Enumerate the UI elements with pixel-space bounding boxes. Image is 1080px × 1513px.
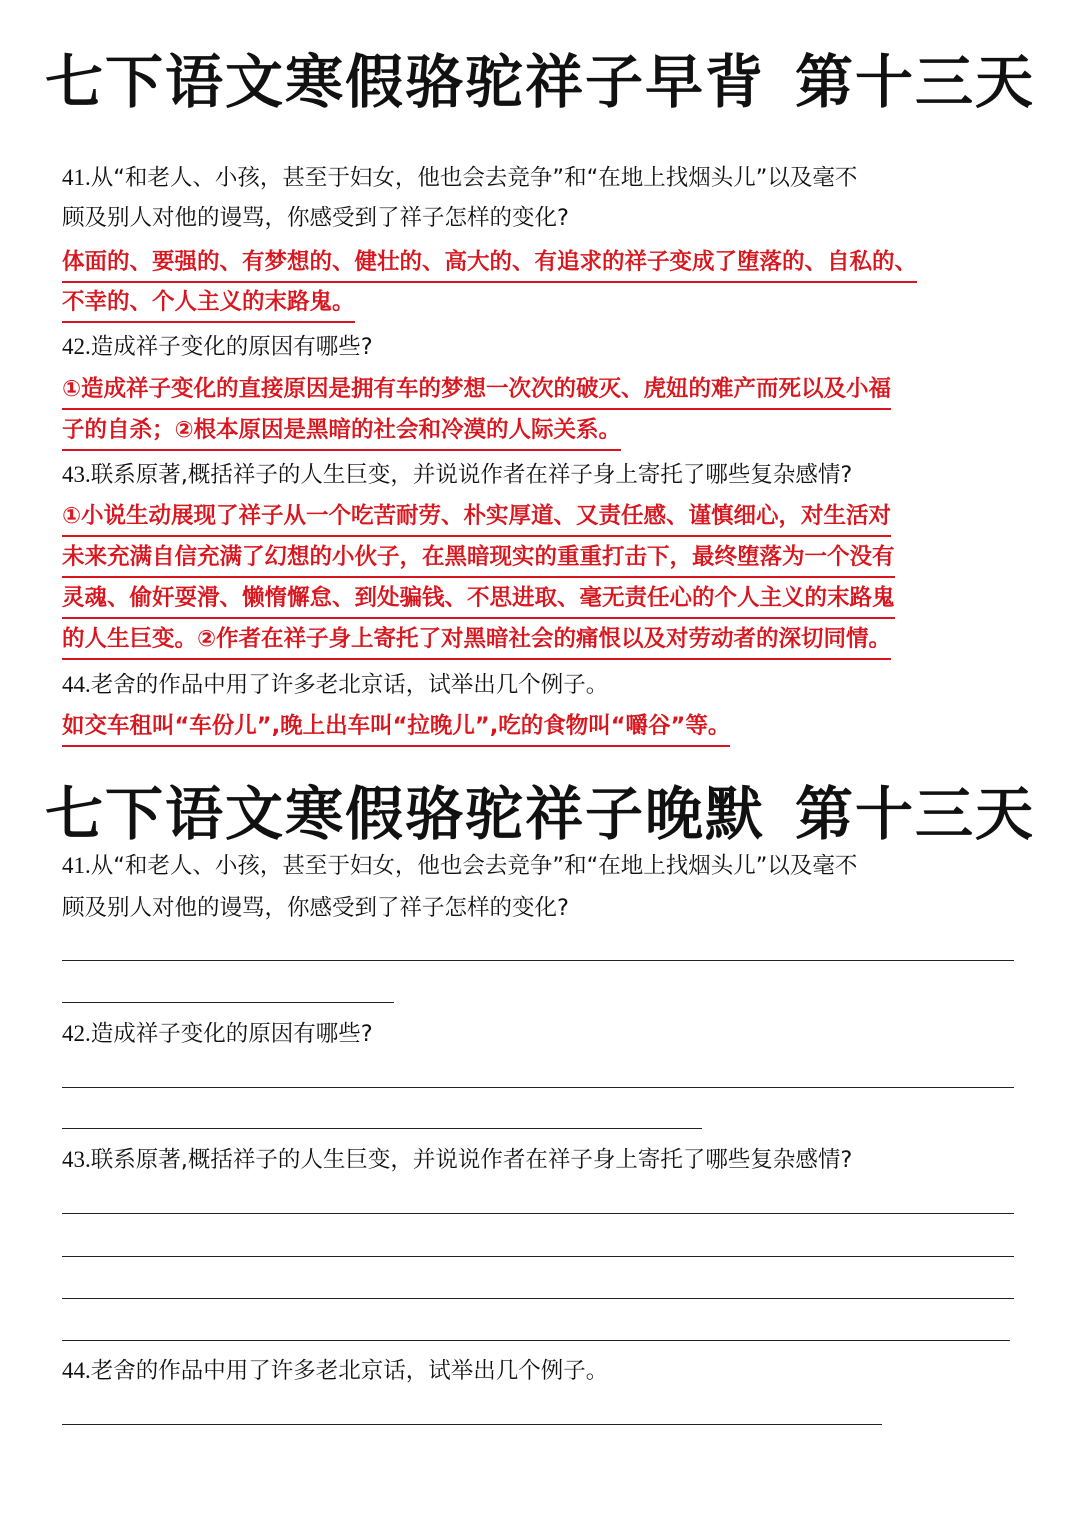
evening-title-day: 第十三天 xyxy=(795,780,1036,848)
morning-answer-41-line-2: 不幸的、个人主义的末路鬼。 xyxy=(62,285,355,323)
evening-question-41: 41.从“和老人、小孩，甚至于妇女，他也会去竞争”和“在地上找烟头儿”以及毫不 xyxy=(62,853,858,879)
evening-title-main: 七下语文寒假骆驼祥子晚默 xyxy=(44,780,765,848)
evening-question-41-cont: 顾及别人对他的谩骂，你感受到了祥子怎样的变化? xyxy=(62,895,569,921)
answer-blank-line[interactable] xyxy=(62,1128,702,1129)
answer-blank-line[interactable] xyxy=(62,1298,1014,1299)
morning-title-day: 第十三天 xyxy=(795,48,1036,116)
morning-title xyxy=(0,46,1080,118)
morning-question-41: 41.从“和老人、小孩，甚至于妇女，他也会去竞争”和“在地上找烟头儿”以及毫不 xyxy=(62,165,858,191)
answer-blank-line[interactable] xyxy=(62,1002,394,1003)
morning-question-43: 43.联系原著,概括祥子的人生巨变，并说说作者在祥子身上寄托了哪些复杂感情? xyxy=(62,462,853,488)
morning-answer-44-line-1: 如交车租叫“车份儿”,晚上出车叫“拉晚儿”,吃的食物叫“嚼谷”等。 xyxy=(62,709,730,747)
answer-blank-line[interactable] xyxy=(62,1424,882,1425)
evening-question-42: 42.造成祥子变化的原因有哪些? xyxy=(62,1021,373,1047)
morning-answer-42-line-2: 子的自杀；②根本原因是黑暗的社会和冷漠的人际关系。 xyxy=(62,413,621,451)
evening-question-44: 44.老舍的作品中用了许多老北京话，试举出几个例子。 xyxy=(62,1358,609,1384)
question-number: 41. xyxy=(62,853,91,878)
morning-answer-43-line-3: 灵魂、偷奸耍滑、懒惰懈怠、到处骗钱、不思进取、毫无责任心的个人主义的末路鬼 xyxy=(62,581,895,619)
morning-answer-43-line-1: ①小说生动展现了祥子从一个吃苦耐劳、朴实厚道、又责任感、谨慎细心，对生活对 xyxy=(62,499,891,537)
morning-answer-41-line-1: 体面的、要强的、有梦想的、健壮的、高大的、有追求的祥子变成了堕落的、自私的、 xyxy=(62,245,917,283)
answer-blank-line[interactable] xyxy=(62,960,1014,961)
question-number: 44. xyxy=(62,672,91,697)
morning-question-44: 44.老舍的作品中用了许多老北京话，试举出几个例子。 xyxy=(62,672,609,698)
morning-question-42: 42.造成祥子变化的原因有哪些? xyxy=(62,334,373,360)
morning-answer-43-line-2: 未来充满自信充满了幻想的小伙子，在黑暗现实的重重打击下，最终堕落为一个没有 xyxy=(62,540,895,578)
answer-blank-line[interactable] xyxy=(62,1256,1014,1257)
question-number: 42. xyxy=(62,1021,91,1046)
question-number: 42. xyxy=(62,334,91,359)
morning-question-41-cont: 顾及别人对他的谩骂，你感受到了祥子怎样的变化? xyxy=(62,205,569,231)
question-number: 43. xyxy=(62,1147,91,1172)
answer-blank-line[interactable] xyxy=(62,1087,1014,1088)
question-number: 43. xyxy=(62,462,91,487)
question-number: 41. xyxy=(62,165,91,190)
morning-title-main: 七下语文寒假骆驼祥子早背 xyxy=(44,48,765,116)
evening-question-43: 43.联系原著,概括祥子的人生巨变，并说说作者在祥子身上寄托了哪些复杂感情? xyxy=(62,1147,853,1173)
morning-answer-43-line-4: 的人生巨变。②作者在祥子身上寄托了对黑暗社会的痛恨以及对劳动者的深切同情。 xyxy=(62,622,891,660)
evening-title xyxy=(0,778,1080,850)
answer-blank-line[interactable] xyxy=(62,1340,1010,1341)
morning-answer-42-line-1: ①造成祥子变化的直接原因是拥有车的梦想一次次的破灭、虎妞的难产而死以及小福 xyxy=(62,372,891,410)
answer-blank-line[interactable] xyxy=(62,1213,1014,1214)
question-number: 44. xyxy=(62,1358,91,1383)
